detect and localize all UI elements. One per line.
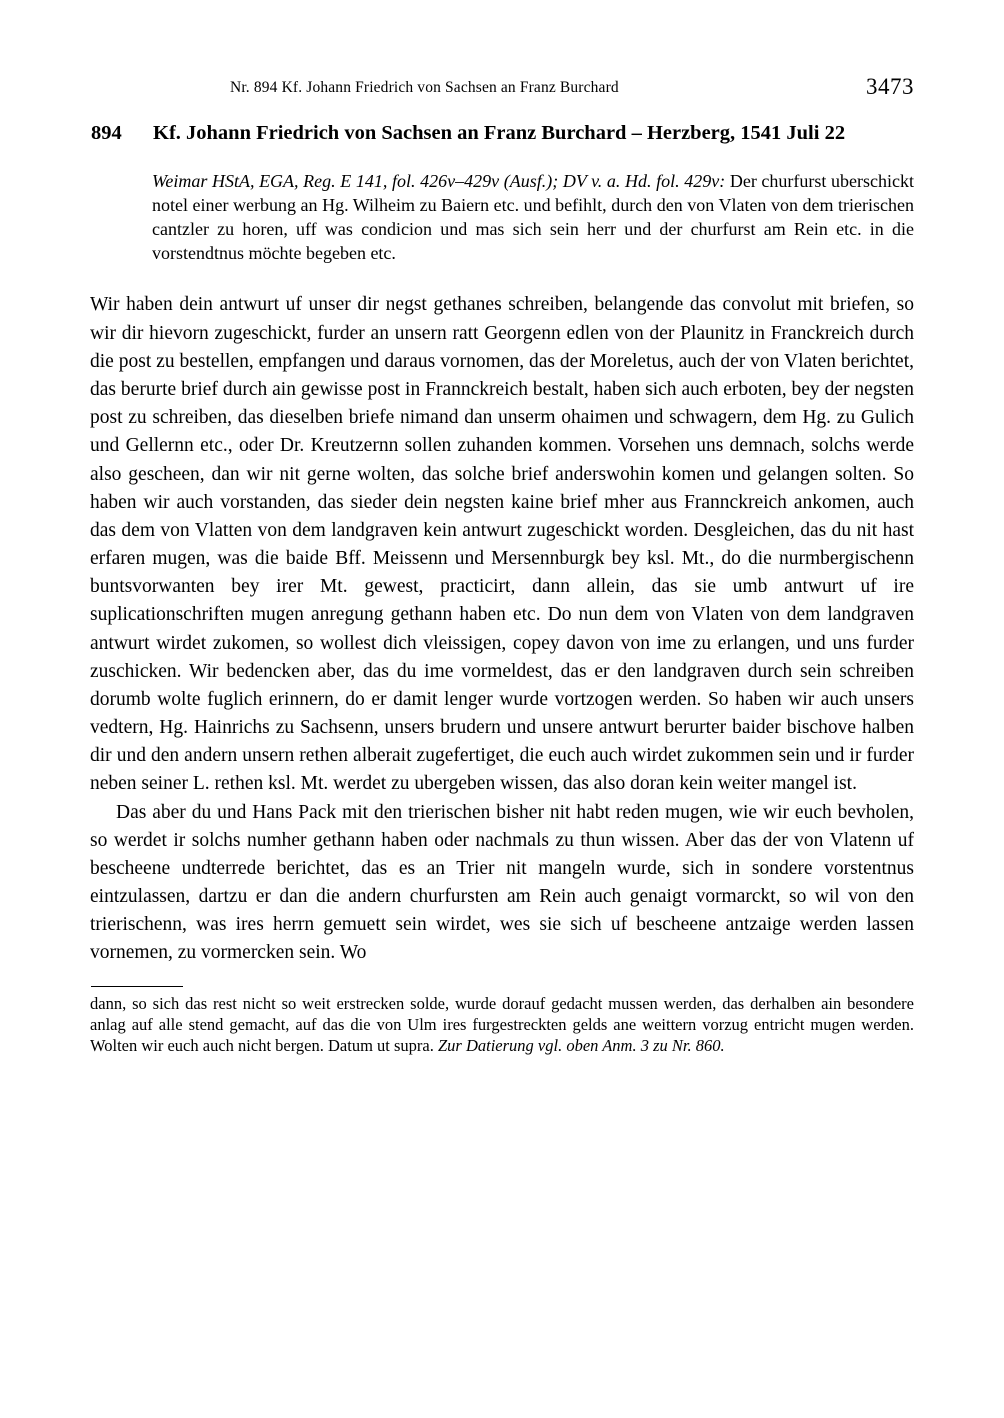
regest-summary: Der churfurst uberschickt notel einer werbung an Hg. Wilheim zu Baiern etc. und befihlt, durch den von Vlaten von dem trierischen cantzler zu horen, uff was condicion und mas sich sein herr und der churfurst am Rein etc. in die vorstendtnus möchte begeben etc. [152,171,914,264]
body-paragraph: Wir haben dein antwurt uf unser dir negst gethanes schreiben, belangende das convolut mit briefen, so wir dir hievorn zugeschickt, furder an unsern ratt Georgenn edlen von der Plaunitz in Franckreich durch die post zu bestellen, empfangen und daraus vornomen, das der Moreletus, auch der von Vlaten berichtet, das berurte brief durch ain gewisse post in Frannckreich bestalt, haben sich auch erboten, bey der negsten post zu schreiben, das dieselben briefe nimand dan unserm ohaimen und schwagern, dem Hg. zu Gulich und Gellernn etc., oder Dr. Kreutzernn sollen zuhanden kommen. Vorsehen uns demnach, solchs werde also gescheen, dan wir nit gerne wolten, das solche brief anderswohin komen und gelangen solten. So haben wir auch vorstanden, das sieder dein negsten kaine brief mher aus Frannckreich ankomen, auch das dem von Vlatten von dem landgraven kein antwurt zugeschickt worden. Desgleichen, das du nit hast erfaren mugen, was die baide Bff. Meissenn und Mersennburgk bey ksl. Mt., do die nurmbergischenn buntsvorwanten bey irer Mt. gewest, practicirt, dann allein, das sie umb antwurt uf ire suplicationschriften mugen anregung gethann haben etc. Do nun dem von Vlaten von dem landgraven antwurt wirdet zukomen, so wollest dich vleissigen, copey davon von ime zu erlangen, und uns furder zuschicken. Wir bedencken aber, das du ime vormeldest, das er den landgraven durch sein schreiben dorumb wolte fuglich erinnern, do er damit lenger wurde vortzogen werden. So haben wir auch unsers vedtern, Hg. Hainrichs zu Sachsenn, unsers brudern und unsere antwurt berurter baider bischove halben dir und den andern unsern rethen alberait zugefertiget, die euch auch wirdet zukommen sein und ir furder neben seiner L. rethen ksl. Mt. werdet zu ubergeben wissen, das also doran kein weiter mangel ist. [90,294,914,795]
body-paragraph: Das aber du und Hans Pack mit den trierischen bisher nit habt reden mugen, wie wir euch bevholen, so werdet ir solchs numher gethann haben oder nachmals zu thun wissen. Aber das der von Vlatenn uf bescheene undterrede berichtet, das es an Trier nit mangeln wurde, sich in sondere vorstentnus eintzulassen, dartzu er dan die andern churfursten am Rein auch genaigt vormarckt, so wil von den trierischenn, was ires herrn gemuett sein wirdet, wes sie sich uf bescheene antzaige werden lassen vornemen, zu vormercken sein. Wo [90,801,914,964]
footnote-italic-note: Zur Datierung vgl. oben Anm. 3 zu Nr. 860. [437,1036,725,1056]
footnote-text [90,993,914,1057]
document-title: Kf. Johann Friedrich von Sachsen an Franz Burchard – Herzberg, 1541 Juli 22 [153,122,846,144]
running-head [90,72,914,106]
document-heading [90,120,914,147]
document-body [90,291,914,967]
running-head-title: Nr. 894 Kf. Johann Friedrich von Sachsen an Franz Burchard [230,79,619,96]
footnote-separator [91,986,183,987]
document-number: 894 [91,122,122,144]
archival-source: Weimar HStA, EGA, Reg. E 141, fol. 426v–429v (Ausf.); DV v. a. Hd. fol. 429v: [152,171,726,192]
regest-block [152,169,914,265]
footnote-area [90,986,914,1057]
page-number: 3473 [866,74,914,99]
footnote-body: dann, so sich das rest nicht so weit erstrecken solde, wurde dorauf gedacht mussen werden, das derhalben ain besondere anlag auf alle stend gemacht, auf das die von Ulm ires furgestreckten gelds ane weittern vorzug entricht mugen werden. Wolten wir euch auch nicht bergen. Datum ut supra. [90,993,914,1056]
